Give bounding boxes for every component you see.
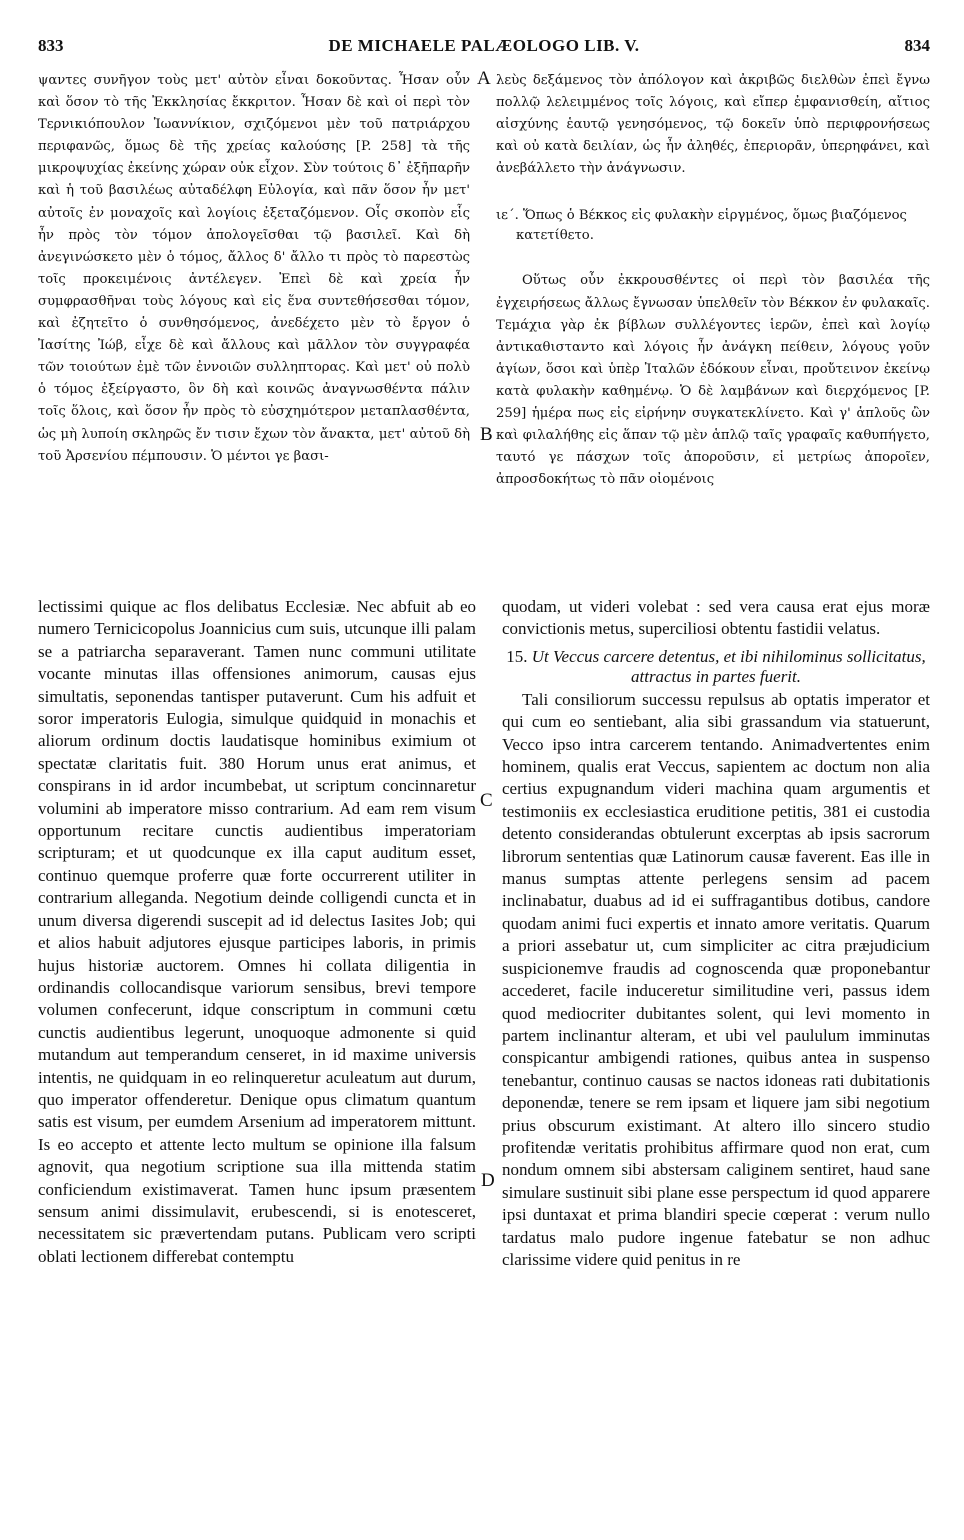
greek-paragraph: Οὕτως οὖν ἐκκρουσθέντες οἱ περὶ τὸν βασιλέα τῆς ἐγχειρήσεως ἄλλως ἔγνωσαν ὑπελθεῖν τὸν Βέκκον ἐν φυλακαῖς. Τεμάχια γὰρ ἐκ βίβλων συλλέγοντες ἱερῶν, ἐπεὶ καὶ λογίῳ ἀντικαθισταντο καὶ λόγοις ἦν ἀνάγκη πείθειν, λόγους γοῦν ἁγίων, ὅσοι καὶ ὑπὲρ Ἰταλῶν ἐδόκουν εἶναι, προὔτεινον ἐκείνῳ κατὰ φυλακὴν καθημένῳ. Ὁ δὲ λαμβάνων καὶ διερχόμενος [P. 259] ἡμέρα πως εἰς εἰρήνην συγκατεκλίνετο. Καὶ γ' ἁπλοῦς ὢν καὶ φιλαλήθης εἰς ἅπαν τῷ μὲν ἁπλῷ ταῖς γραφαῖς καθυπήγετο, ταυτό γε πάσχων τοῖς ἀπορoῦσιν, εἰ μετρίως ἀποροῖεν, ἀπροσδοκήτως τὸ πᾶν οἰομένοις xyxy=(496,273,930,488)
greek-chapter-heading: ιε´. Ὅπως ὁ Βέκκος εἰς φυλακὴν εἱργμένος, ὅμως βιαζόμενος κατετίθετο. xyxy=(496,208,907,244)
greek-column-left xyxy=(38,70,470,570)
page-number-left: 833 xyxy=(38,36,64,55)
latin-paragraph: quodam, ut videri volebat : sed vera causa erat ejus moræ convictionis metus, superciliosi obtentu fastidii velatus. xyxy=(502,597,930,639)
latin-chapter-heading xyxy=(502,647,930,687)
greek-column-right xyxy=(496,70,930,570)
latin-column-left xyxy=(38,596,476,1526)
running-title: DE MICHAELE PALÆOLOGO LIB. V. xyxy=(328,36,640,55)
page-number-right: 834 xyxy=(904,36,930,55)
chapter-number: 15. xyxy=(506,646,528,666)
latin-paragraph: lectissimi quique ac flos delibatus Ecclesiæ. Nec abfuit ab eo numero Ternicicopolus Joannicius cum suis, utcunque illi palam se a patriarcha separaverant. Tamen nunc communi utilitate vocante minutas illas offensiones animorum, causas ejus simultatis, seponendas tantisper putaverunt. Cum his adfuit et soror imperatoris Eulogia, simulque quidquid in monachis et aliorum ordinum doctis laudatisque hominibus eximium ot spectatæ claritatis fuit. 380 Horum unus erat animus, et conspirans in id ardor incumbebat, ut scriptum concinnaretur volumini ab imperatore misso contrarium. Ad eam rem visum opportunum recitare cunctis audientibus imperatoriam scripturam; et ut quodcunque ex illa caput auditum esset, continuo quemque proferre quæ forte occurrerent utiliter in contrarium alleganda. Negotium deinde colligendi cuncta et in unum diversa digerendi suscepit ad id delectus Iasites Job; qui et alios habuit adjutores ejusque participes laboris, in primis hujus historiæ auctorem. Omnes hi collata diligentia in ordinandis collocandisque variorum sensibus, brevi tempore volumen confecerunt, idque conscriptum in communi cœtu cunctis audientibus legerunt, unoquoque admonente si quid mutandum aut temperandum censeret, in id maxime universis intentis, ne quidquam in eo relinqueretur aculeatum aut durum, quo imperator offenderetur. Denique opus climatum quantum satis est visum, per eumdem Arsenium ad imperatorem mittunt. Is eo accepto et attente lecto multum se opinione illa falsum agnovit, qua negotium scriptione sua illa mittenda statim conficiendum existimaverat. Tamen hunc ipsum præsentem sensum animi dissimulavit, erubescendi, si is enotesceret, necessitatem sic prævertendam putans. Publicam vero scripti oblati lectionem differebat contemptu xyxy=(38,597,476,1266)
latin-paragraph: Tali consiliorum successu repulsus ab optatis imperator et qui cum eo sentiebant, alia sibi grassandum via statuerunt, Vecco ipso intra carcerem tentando. Animadvertentes enim hominem, qualis erat Veccus, sapientem ac doctum non alia certius expugnandum videri machina quam argumentis et testimoniis ex ecclesiastica eruditione petitis, 381 ei custodia detento considerandas obtulerunt excerptas ab ipsis sacrorum librorum sententias quæ Latinorum causæ faverent. Eas ille in manus sumptas attente perlegens sensim ad pacem inclinabatur, duabus ad id ei suffragantibus dotibus, candore quodam animi fuci expertis et innato amore veritatis. Quarum a priori assebatur ut, cum simpliciter ac citra præjudicium suspicionemve fraudis ad cognoscenda quæ proponebantur accederet, facile induceretur similitudine veri, passus idem quod mediocriter dubitantes solent, qui levi momento in partem inclinantur alteram, et ubi vel paululum imminutas conspicantur ambigendi rationes, quibus antea in suspenso tenebantur, continuo causas se nactos idoneas rati dubitationis deponendæ, tenere se rem ipsam et liquere jam sibi negotium prius obscurum existimant. At altero illo sincero studio profitendæ veritatis prohibitus affirmare quod non erat, cum nondum omnem sibi abstersam caliginem sentiret, haud sane simulare sustinuit sibi plane esse perspectum id quod apparere ipsi duntaxat et prima blandiri specie cœperat : verum nullo tardatus malo pudore ingenue fatebatur se non adhuc clarissime videre quid penitus in re xyxy=(502,689,930,1269)
margin-marker-b: B xyxy=(480,424,493,445)
greek-paragraph: ψαντες συνῆγον τοὺς μετ' αὐτὸν εἶναι δοκοῦντας. Ἦσαν οὖν καὶ ὅσον τὸ τῆς Ἐκκλησίας ἔκκριτον. Ἦσαν δὲ καὶ οἱ περὶ τὸν Τερνικιόπουλον Ἰωαννίκιον, σχιζόμενοι μὲν τοῦ πατριάρχου περιφανῶς, ὅμως δὲ τῆς χρείας καλούσης [P. 258] τὰ τῆς μικροψυχίας ἐκείνης χώραν οὐκ εἶχον. Σὺν τούτοις δ᾽ ἐξῆπαρῆν καὶ ἡ τοῦ βασιλέως αὐταδέλφη Εὐλογία, καὶ πᾶν ὅσον ἦν μετ' αὐτοῖς ἐν μοναχοῖς καὶ λογίοις ἐξεταζόμενον. Οἷς σκοπὸν εἷς ἦν πρὸς τὸν τόμον ἀπολογεῖσθαι τῷ βασιλεῖ. Καὶ δὴ ἀνεγινώσκετο μὲν ὁ τόμος, ἄλλος δ' ἄλλο τι πρὸς τὸ παρεστὼς τοῖς προκειμένοις ἀντέλεγεν. Ἐπεὶ δὲ καὶ χρεία ἦν συμφρασθῆναι τοὺς λόγους καὶ εἰς ἕνα συντεθήσεσθαι τόμον, καὶ ἐζητεῖτο ὁ συνθησόμενος, ἀνεδέχετο μὲν τὸ ἔργον ὁ Ἰασίτης Ἰώβ, εἶχε δὲ καὶ ἄλλους καὶ μᾶλλον τὸν συγγραφέα τῶν τοιούτων ἐμὲ τῶν ἐννοιῶν συλληπτορας. Καὶ μετ' οὐ πολὺ ὁ τόμος ἐξείργαστο, ὃν δὴ καὶ κοινῶς ἀναγνωσθέντα πάλιν τοῖς ὅλοις, καὶ ὅσον ἦν πρὸς τὸ εὐσχημότερον μεταπλασθέντα, ὡς μὴ λυποίη σκληρῶς ἔν τισιν ἔχων τὸν ἄνακτα, μετ' αὐτοῦ δὴ τοῦ Ἀρσενίου πέμπουσιν. Ὁ μέντοι γε βασι- xyxy=(38,73,470,464)
margin-marker-c: C xyxy=(480,790,493,811)
greek-paragraph: λεὺς δεξάμενος τὸν ἀπόλογον καὶ ἀκριβῶς διελθὼν ἐπεὶ ἔγνω πολλῷ λελειμμένος τοῖς λόγοις, καὶ εἴπερ ἐμφανισθείη, αἴτιος αἰσχύνης ἑαυτῷ γενησόμενος, τῷ δοκεῖν ὑπὸ περιφρονήσεως καὶ οὐ κατὰ δειλίαν, ὡς ἦν ἀληθές, ἐπεριορᾶν, ὑπερηφάνει, καὶ ἀνεβάλλετο τὴν ἀνάγνωσιν. xyxy=(496,73,930,177)
page-header xyxy=(38,36,930,62)
chapter-title: Ut Veccus carcere detentus, et ibi nihilominus sollicitatus, attractus in partes fuerit. xyxy=(531,646,926,686)
margin-marker-a: A xyxy=(477,68,491,89)
latin-column-right xyxy=(502,596,930,1526)
margin-marker-d: D xyxy=(481,1170,495,1191)
